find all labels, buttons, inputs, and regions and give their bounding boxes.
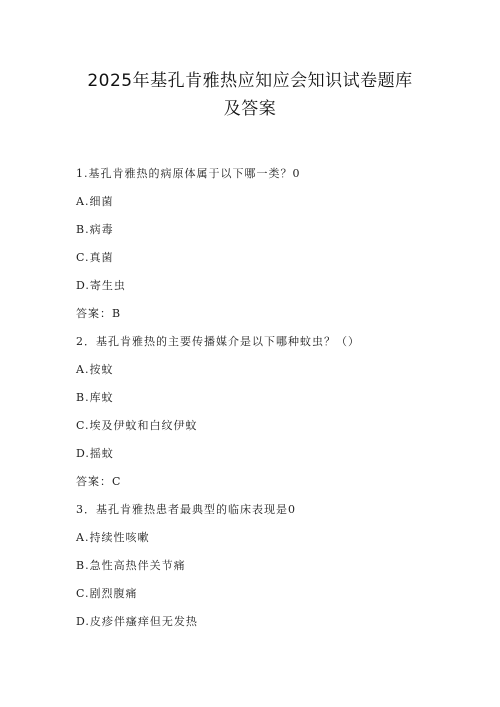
title-line-2: 及答案 — [223, 99, 277, 119]
option-d: D.摇蚊 — [76, 447, 114, 460]
option-c: C.埃及伊蚊和白纹伊蚊 — [76, 419, 198, 432]
question-text: 1.基孔肯雅热的病原体属于以下哪一类？0 — [76, 167, 301, 180]
question-text: 3．基孔肯雅热患者最典型的临床表现是0 — [76, 503, 296, 516]
option-a: A.持续性咳嗽 — [76, 531, 150, 544]
option-a: A.按蚊 — [76, 363, 114, 376]
title-line-1: 2025年基孔肯雅热应知应会知识试卷题库 — [87, 71, 413, 91]
option-c: C.真菌 — [76, 251, 114, 264]
option-c: C.剧烈腹痛 — [76, 587, 138, 600]
option-d: D.寄生虫 — [76, 279, 126, 292]
option-b: B.库蚊 — [76, 391, 114, 404]
answer-text: 答案：C — [76, 475, 122, 488]
question-text: 2．基孔肯雅热的主要传播媒介是以下哪种蚊虫？（） — [76, 335, 360, 348]
option-a: A.细菌 — [76, 195, 114, 208]
answer-text: 答案：B — [76, 307, 122, 320]
option-b: B.病毒 — [76, 223, 114, 236]
option-b: B.急性高热伴关节痛 — [76, 559, 186, 572]
option-d: D.皮疹伴瘙痒但无发热 — [76, 615, 198, 628]
